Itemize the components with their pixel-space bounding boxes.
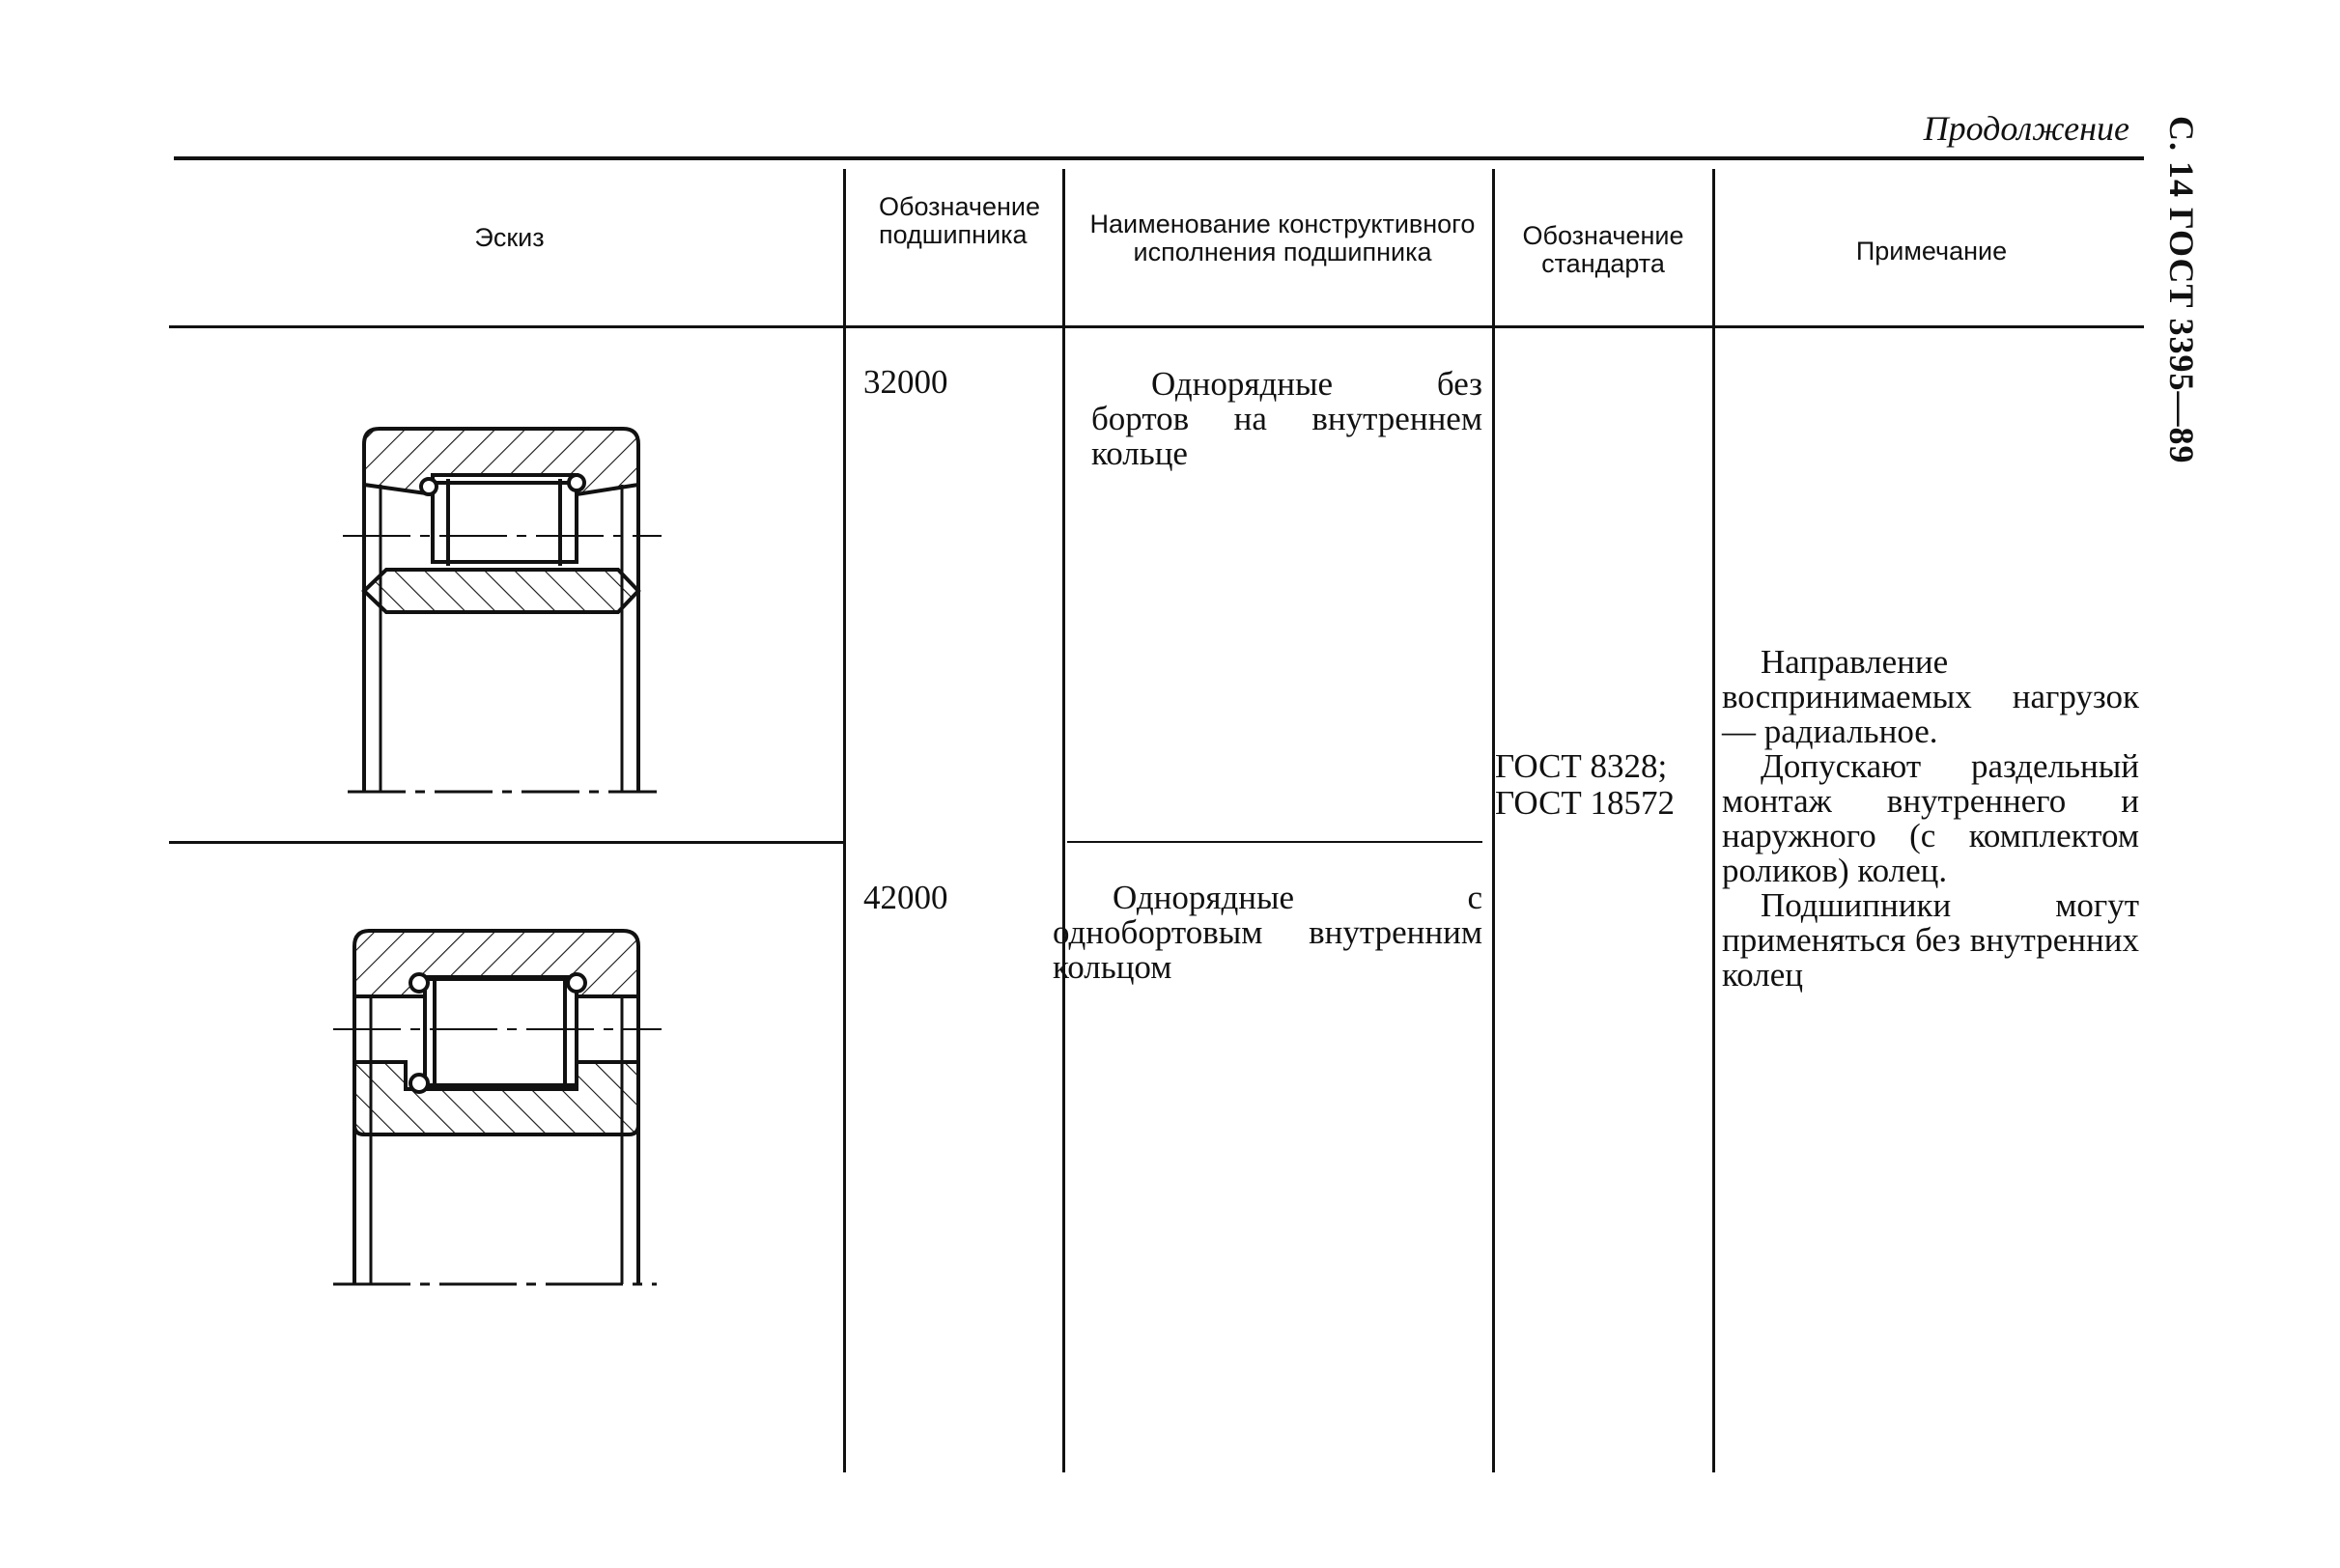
standard-cell xyxy=(1495,748,1712,822)
standard-line-2: ГОСТ 18572 xyxy=(1495,784,1676,822)
header-bottom-rule xyxy=(169,325,2144,328)
page-header-vertical: С. 14 ГОСТ 3395—89 xyxy=(2162,116,2201,464)
column-rule-4 xyxy=(1712,169,1715,1472)
table-top-rule xyxy=(174,156,2144,160)
column-rule-1 xyxy=(843,169,846,1472)
header-name: Наименование конструктивного исполнения подшипника xyxy=(1089,210,1476,266)
row-divider-sketch xyxy=(169,841,845,844)
column-rule-2 xyxy=(1062,169,1065,1472)
note-paragraph-1: Направление воспринимаемых нагрузок — радиальное. xyxy=(1722,643,2139,750)
note-cell xyxy=(1722,645,2139,993)
row-1-designation: 32000 xyxy=(863,363,948,401)
header-note: Примечание xyxy=(1855,237,2008,266)
cylindrical-roller-bearing-no-inner-ribs-icon xyxy=(328,415,666,801)
cylindrical-roller-bearing-single-rib-inner-icon xyxy=(328,917,666,1303)
row-2-name: Однорядные с однобортовым внутренним кольцом xyxy=(1053,879,1482,986)
continuation-label: Продолжение xyxy=(1923,109,2129,148)
row-1-name: Однорядные без бортов на внутреннем кольце xyxy=(1091,365,1482,472)
header-standard: Обозначение стандарта xyxy=(1522,221,1684,278)
header-designation: Обозначение подшипника xyxy=(879,192,1040,249)
row-2-designation: 42000 xyxy=(863,879,948,916)
row-divider-name xyxy=(1067,841,1482,843)
header-sketch: Эскиз xyxy=(474,223,545,252)
standard-line-1: ГОСТ 8328; xyxy=(1495,747,1668,785)
note-paragraph-3: Подшипники могут применяться без внутренних колец xyxy=(1722,886,2139,994)
note-paragraph-2: Допускают раздельный монтаж внутреннего и наружного (с комплектом роликов) колец. xyxy=(1722,747,2139,889)
